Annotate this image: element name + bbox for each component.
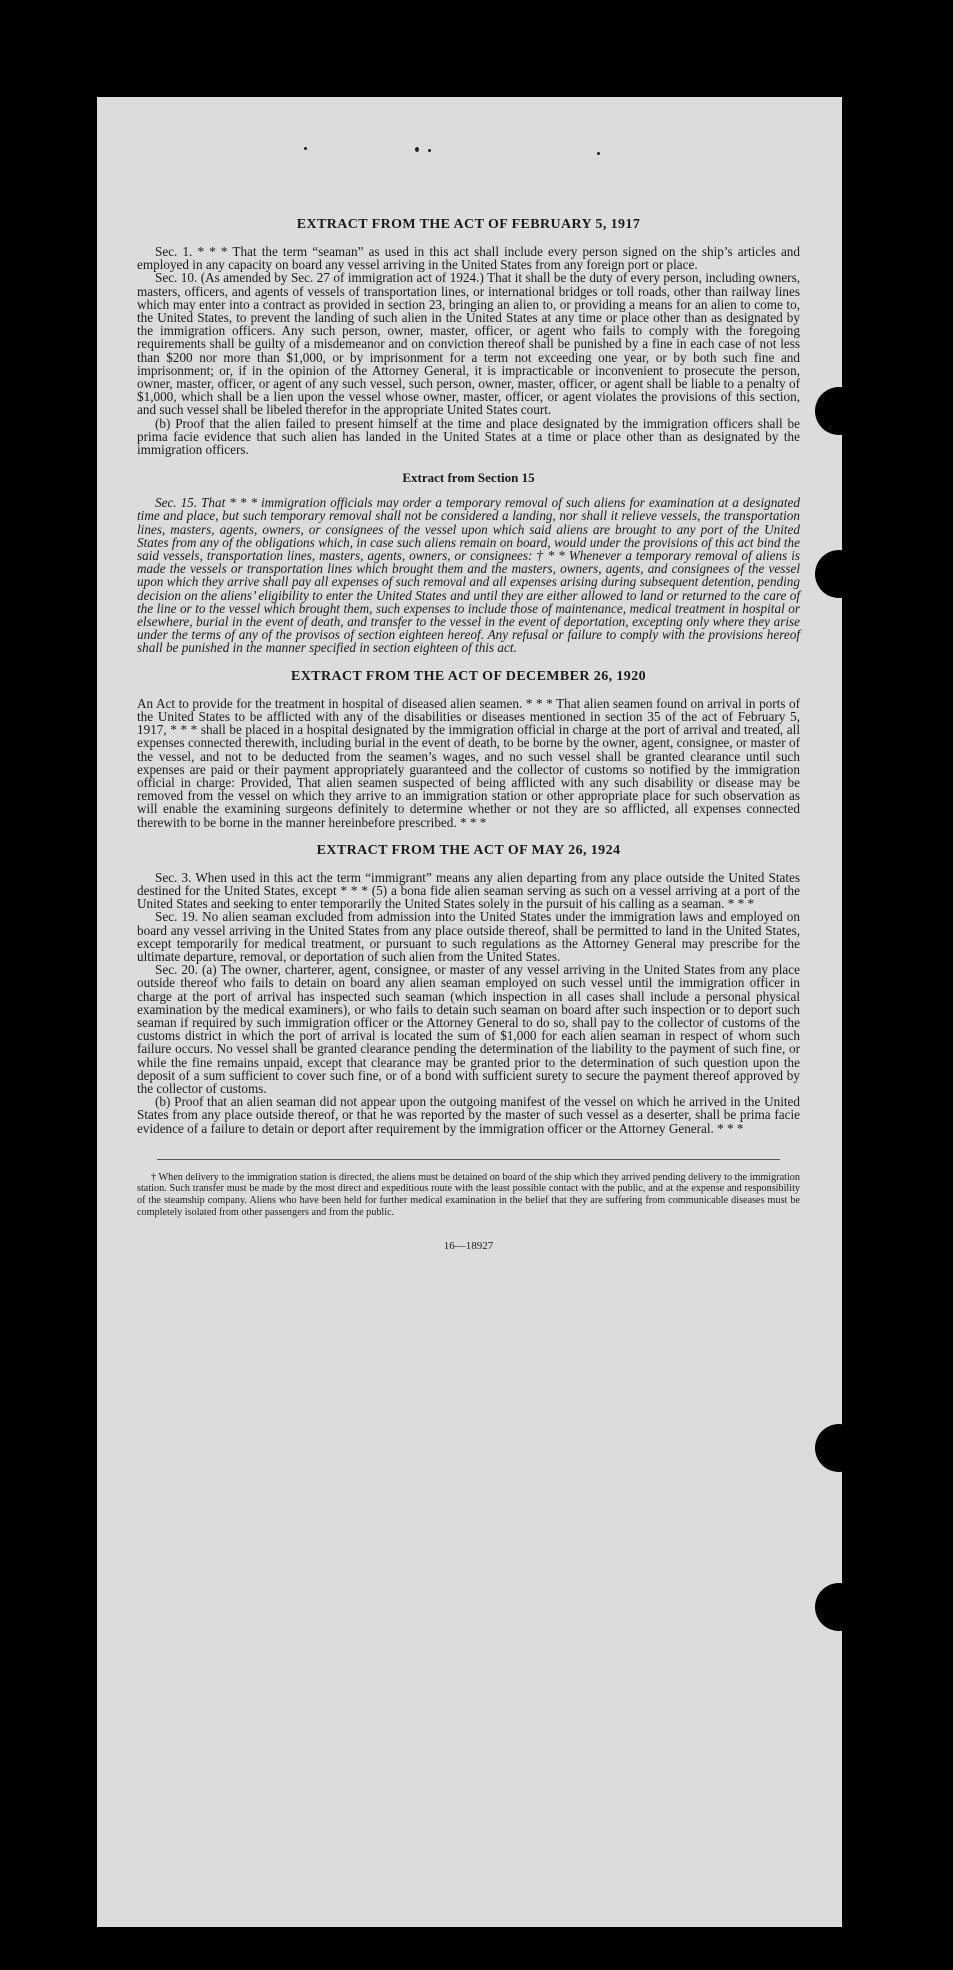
footnote-text: † When delivery to the immigration station is directed, the aliens must be detained on board of the ship which they arrived pending delivery to the immigration station. Such transfer must be made by the most direct and expeditious route with the least possible contact with the public, and at the expense and responsibility of the steamship company. Aliens who have been held for further medical examination in the belief that they are suffering from communicable diseases must be completely isolated from other passengers and from the public. [137, 1171, 800, 1218]
paragraph-sec15: Sec. 15. That * * * immigration officials may order a temporary removal of such aliens for examination at a designated time and place, but such temporary removal shall not be considered a landing, nor shall it relieve vessels, the transportation lines, masters, agents, owners, or consignees of the vessel upon which said aliens are brought to any port of the United States from any of the obligations which, in case such aliens remain on board, would under the provisions of this act bind the said vessels, transportation lines, masters, agents, owners, or consignees: † * * Whenever a temporary removal of aliens is made the vessels or transportation lines which brought them and the masters, owners, agents, and consignees of the vessel upon which they arrive shall pay all expenses of such removal and all expenses arising during subsequent detention, pending decision on the aliens’ eligibility to enter the United States and until they are either allowed to land or returned to the care of the line or to the vessel which brought them, such expenses to include those of maintenance, medical treatment in hospital or elsewhere, burial in the event of death, and transfer to the vessel in the event of deportation, excepting only where they arise under the terms of any of the provisos of section eighteen hereof. Any refusal or failure to comply with the provisions hereof shall be punished in the manner specified in section eighteen of this act. [137, 495, 800, 656]
section-act-1920 [137, 697, 800, 829]
speck [304, 147, 307, 150]
paragraph-sec10b: (b) Proof that the alien failed to present himself at the time and place designated by the immigration officers shall be prima facie evidence that such alien has landed in the United States at a time or place other than as designated by the immigration officers. [137, 415, 800, 458]
document-page [97, 97, 842, 1927]
footnote-divider [157, 1159, 780, 1160]
punch-hole [815, 387, 863, 435]
paragraph-sec1: Sec. 1. * * * That the term “seaman” as used in this act shall include every person signed on the ship’s articles and employed in any capacity on board any vessel arriving in the United States from any foreign port or place. [137, 244, 800, 273]
paragraph-sec3: Sec. 3. When used in this act the term “immigrant” means any alien departing from any place outside the United States destined for the United States, except * * * (5) a bona fide alien seaman serving as such on a vessel arriving at a port of the United States and seeking to enter temporarily the United States solely in the pursuit of his calling as a seaman. * * * [137, 869, 800, 912]
speck [428, 149, 431, 152]
paragraph-sec20: Sec. 20. (a) The owner, charterer, agent, consignee, or master of any vessel arriving in the United States from any place outside thereof who fails to detain on board any alien seaman employed on such vessel until the immigration officer in charge at the port of arrival has inspected such seaman (which inspection in all cases shall include a personal physical examination by the medical examiners), or who fails to detain such seaman on board after such inspection or to deport such seaman if required by such immigration officer or the Attorney General to do so, shall pay to the collector of customs of the customs district in which the port of arrival is located the sum of $1,000 for each alien seaman in respect of whom such failure occurs. No vessel shall be granted clearance pending the determination of the liability to the payment of such fine, or while the fine remains unpaid, except that clearance may be granted prior to the determination of such question upon the deposit of a sum sufficient to cover such fine, or of a bond with sufficient surety to secure the payment thereof approved by the collector of customs. [137, 962, 800, 1096]
paragraph-sec20b: (b) Proof that an alien seaman did not appear upon the outgoing manifest of the vessel on which he arrived in the United States from any place outside thereof, or that he was reported by the master of such vessel as a deserter, shall be prima facie evidence of a failure to detain or deport after requirement by the immigration officer or the Attorney General. * * * [137, 1094, 800, 1136]
section-act-1924 [137, 871, 800, 1135]
heading-act-1920: EXTRACT FROM THE ACT OF DECEMBER 26, 1920 [290, 668, 647, 684]
heading-section-15: Extract from Section 15 [402, 470, 535, 486]
paragraph-act-1920: An Act to provide for the treatment in hospital of diseased alien seamen. * * * That alien seamen found on arrival in ports of the United States to be afflicted with any of the disabilities or diseases mentioned in section 35 of the act of February 5, 1917, * * * shall be placed in a hospital designated by the immigration official in charge at the port of arrival and treated, all expenses connected therewith, including burial in the event of death, to be borne by the owner, agent, consignee, or master of the vessel, and not to be deducted from the seamen’s wages, and no such vessel shall be granted clearance until such expenses are paid or their payment appropriately guaranteed and the collector of customs so notified by the immigration official in charge: Provided, That alien seamen suspected of being afflicted with any such disability or disease may be removed from the vessel on which they arrive to an immigration station or other appropriate place for such observation as will enable the examining surgeons definitely to determine whether or not they are so afflicted, all expenses connected therewith to be borne in the manner hereinbefore prescribed. * * * [137, 695, 800, 830]
heading-act-1917: EXTRACT FROM THE ACT OF FEBRUARY 5, 1917 [296, 217, 641, 232]
section-act-1917 [137, 245, 800, 456]
paragraph-sec10: Sec. 10. (As amended by Sec. 27 of immigration act of 1924.) That it shall be the duty of every person, including owners, masters, officers, and agents of vessels of transportation lines, or international bridges or toll roads, other than railway lines which may enter into a contract as provided in section 23, bringing an alien to, or providing a means for an alien to come to, the United States, to prevent the landing of such alien in the United States at any time or place other than as designated by the immigration officers. Any such person, owner, master, officer, or agent who fails to comply with the foregoing requirements shall be guilty of a misdemeanor and on conviction thereof shall be punished by a fine in each case of not less than $200 nor more than $1,000, or by imprisonment for a term not exceeding one year, or by both such fine and imprisonment; or, if in the opinion of the Attorney General, it is impracticable or inconvenient to prosecute the person, owner, master, officer, or agent of any such vessel, such person, owner, master, officer, or agent shall be liable to a penalty of $1,000, which shall be a lien upon the vessel whose owner, master, officer, or agent violates the provisions of this section, and such vessel shall be libeled therefor in the appropriate United States court. [137, 270, 800, 418]
punch-hole [815, 550, 863, 598]
heading-act-1924: EXTRACT FROM THE ACT OF MAY 26, 1924 [316, 842, 621, 858]
section-15 [137, 496, 800, 654]
form-code: 16—18927 [443, 1240, 494, 1253]
paragraph-sec19: Sec. 19. No alien seaman excluded from admission into the United States under the immigration laws and employed on board any vessel arriving in the United States from any place outside thereof, shall be permitted to land in the United States, except temporarily for medical treatment, or pursuant to such regulations as the Attorney General may prescribe for the ultimate departure, removal, or deportation of such alien from the United States. [137, 909, 800, 964]
speck [415, 147, 419, 152]
punch-hole [815, 1583, 863, 1631]
footnote [137, 1172, 800, 1218]
punch-hole [815, 1424, 863, 1472]
speck [597, 152, 600, 155]
